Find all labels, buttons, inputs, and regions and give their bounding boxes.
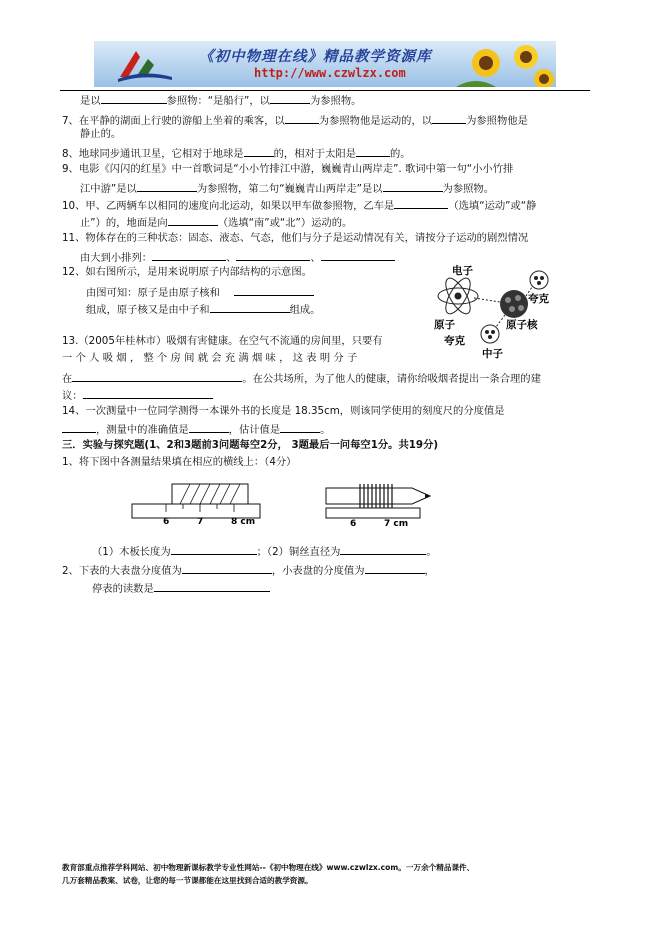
blank[interactable]: [182, 562, 272, 574]
blank[interactable]: [270, 92, 310, 104]
question-12-c: 组成，原子核又是由中子和 组成。: [86, 301, 320, 317]
blank[interactable]: [83, 387, 213, 399]
blank[interactable]: [365, 562, 425, 574]
question-13: 13.（2005年桂林市）吸烟有害健康。在空气不流通的房间里，只要有: [62, 335, 383, 347]
question-7: 7、在平静的湖面上行驶的游船上坐着的乘客，以 为参照物他是运动的，以 为参照物他是: [62, 112, 528, 128]
blank[interactable]: [234, 284, 314, 296]
question-8: 8、地球同步通讯卫星，它相对于地球是 的，相对于太阳是 的。: [62, 145, 411, 161]
header-banner: [94, 41, 556, 87]
question-11: 11、物体存在的三种状态：固态、液态、气态，他们与分子是运动情况有关，请按分子运动的剧烈情况: [62, 232, 529, 244]
question-13-c: 在 。在公共场所，为了他人的健康，请你给吸烟者提出一条合理的建: [62, 370, 541, 386]
blank[interactable]: [137, 180, 197, 192]
ruler-wire-figure: [320, 476, 440, 526]
blank[interactable]: [340, 543, 426, 555]
blank[interactable]: [383, 180, 443, 192]
footer-line-2: 几万套精品教案、试卷，让您的每一节课都能在这里找到合适的教学资源。: [62, 876, 313, 885]
question-10: 10、甲、乙两辆车以相同的速度向北运动，如果以甲车做参照物，乙车是 （选填“运动”或“静: [62, 197, 536, 213]
blank[interactable]: [356, 145, 390, 157]
sunflower-icon: [456, 41, 556, 87]
question-13-d: 议：: [62, 387, 213, 403]
experiment-2-cont: 停表的读数是: [92, 580, 270, 596]
blank[interactable]: [321, 249, 395, 261]
atom-icon: [438, 275, 478, 318]
atom-structure-diagram: [430, 262, 570, 362]
blank[interactable]: [210, 301, 290, 313]
blank[interactable]: [285, 112, 319, 124]
blank[interactable]: [432, 112, 466, 124]
label-neutron: 中子: [482, 348, 503, 360]
svg-text:8 cm: 8 cm: [231, 517, 256, 526]
blank[interactable]: [152, 249, 226, 261]
label-quark-2: 夸克: [444, 335, 465, 347]
quark-icon: [530, 271, 548, 289]
blank[interactable]: [189, 421, 229, 433]
site-logo-icon: [114, 47, 176, 83]
blank[interactable]: [171, 543, 257, 555]
question-10-cont: 止”）的，地面是向 （选填“南”或“北”）运动的。: [80, 214, 352, 230]
experiment-2: 2、下表的大表盘分度值为 ，小表盘的分度值为 ，: [62, 562, 435, 578]
question-7-cont: 静止的。: [80, 128, 122, 140]
blank[interactable]: [168, 214, 218, 226]
label-atom: 原子: [434, 319, 455, 331]
label-nucleus: 原子核: [506, 319, 538, 331]
nucleus-icon: [500, 290, 528, 318]
label-quark: 夸克: [528, 293, 549, 305]
blank[interactable]: [280, 421, 320, 433]
blank[interactable]: [62, 421, 96, 433]
blank[interactable]: [154, 580, 270, 592]
experiment-1-answers: （1）木板长度为 ；（2）铜丝直径为 。: [92, 543, 437, 559]
svg-text:6: 6: [350, 519, 357, 526]
ruler-board-figure: [128, 478, 268, 526]
label-electron: 电子: [452, 265, 473, 277]
question-13-b: 一 个 人 吸 烟 ， 整 个 房 间 就 会 充 满 烟 味 ， 这 表 明 分 子: [62, 352, 358, 364]
blank[interactable]: [394, 197, 448, 209]
blank[interactable]: [72, 370, 242, 382]
question-9-cont: 江中游”是以 为参照物，第二句“巍巍青山两岸走”是以 为参照物。: [80, 180, 494, 196]
question-12-b: 由图可知：原子是由原子核和: [86, 284, 314, 300]
question-12: 12、如右图所示，是用来说明原子内部结构的示意图。: [62, 266, 312, 278]
blank[interactable]: [244, 145, 274, 157]
banner-title: 《初中物理在线》精品教学资源库: [199, 49, 432, 65]
svg-text:6: 6: [163, 517, 170, 526]
question-9: 9、电影《闪闪的红星》中一首歌词是“小小竹排江中游，巍巍青山两岸走”. 歌词中第一句“小小竹排: [62, 163, 514, 175]
question-14: 14、一次测量中一位同学测得一本课外书的长度是 18.35cm，则该同学使用的刻度尺的分度值是: [62, 405, 505, 417]
neutron-icon: [481, 325, 499, 343]
header-rule: [60, 90, 590, 91]
svg-text:7 cm: 7 cm: [384, 519, 409, 526]
blank[interactable]: [101, 92, 167, 104]
question-14-cont: ，测量中的准确值是 ，估计值是 。: [62, 421, 330, 437]
svg-text:7: 7: [197, 517, 204, 526]
section-3-heading: 三．实验与探究题(1、2和3题前3问题每空2分， 3题最后一问每空1分。共19分): [62, 439, 439, 451]
text-line: 是以 参照物：“是船行”，以 为参照物。: [80, 92, 361, 108]
question-11-cont: 由大到小排列： 、 、: [80, 249, 395, 265]
footer-line-1: 教育部重点推荐学科网站、初中物理新课标教学专业性网站--《初中物理在线》www.czwlzx.com。一万余个精品课件、: [62, 863, 475, 872]
experiment-1: 1、将下图中各测量结果填在相应的横线上：（4分）: [62, 456, 297, 468]
blank[interactable]: [236, 249, 310, 261]
banner-url[interactable]: http://www.czwlzx.com: [254, 66, 406, 80]
